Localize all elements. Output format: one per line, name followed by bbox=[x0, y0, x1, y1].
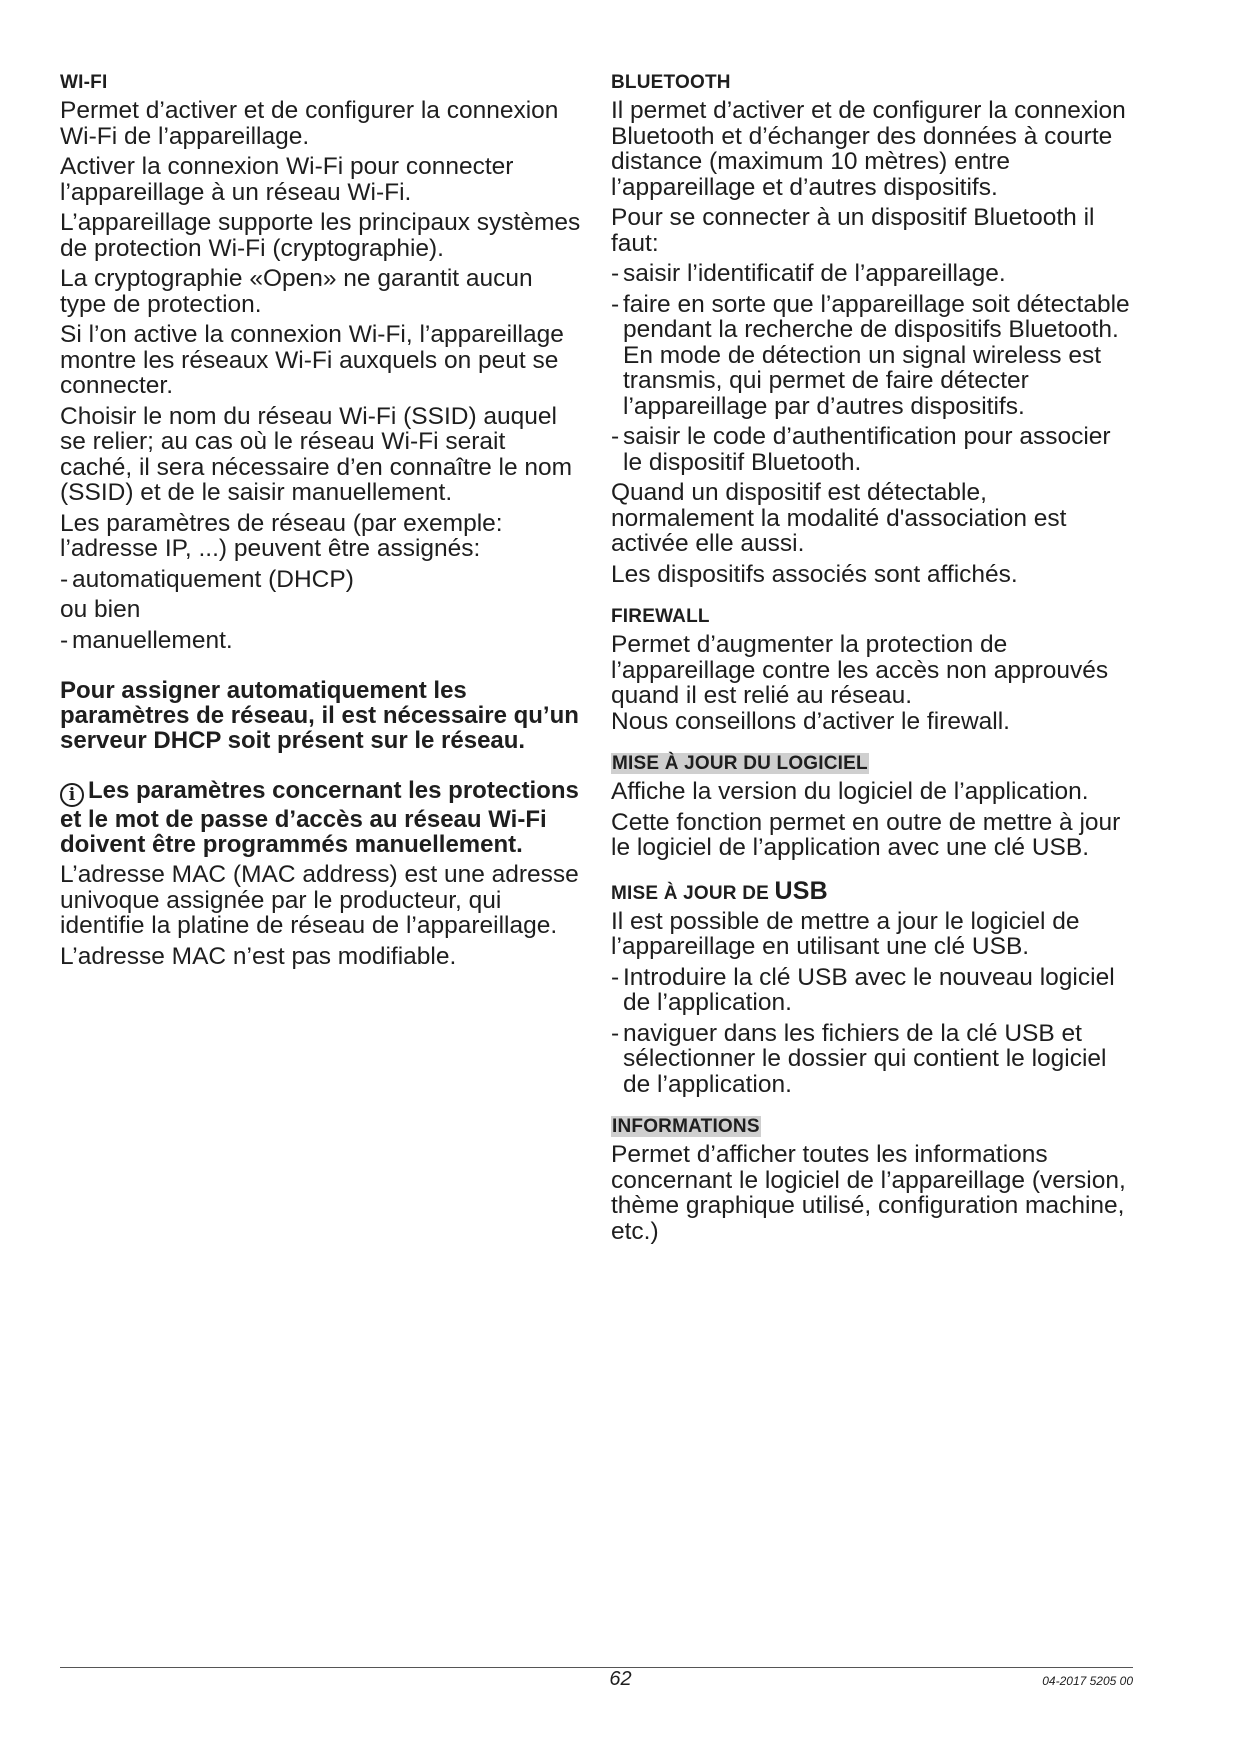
bullet-dash: - bbox=[60, 626, 69, 654]
dhcp-note: Pour assigner automatiquement les paramètres de réseau, il est nécessaire qu’un serveur DHCP soit présent sur le réseau. bbox=[60, 677, 579, 754]
firewall-paragraph: Permet d’augmenter la protection de l’appareillage contre les accès non approuvés quand il est relié au réseau. bbox=[611, 631, 1109, 709]
bullet-dash: - bbox=[611, 1019, 620, 1047]
bullet-dash: - bbox=[60, 565, 69, 593]
wifi-paragraph: La cryptographie «Open» ne garantit aucun type de protection. bbox=[60, 265, 533, 318]
list-item: - saisir le code d’authentification pour associer le dispositif Bluetooth. bbox=[611, 423, 1111, 476]
list-item: - Introduire la clé USB avec le nouveau logiciel de l’application. bbox=[611, 963, 1115, 1016]
wifi-paragraph: L’appareillage supporte les principaux systèmes de protection Wi-Fi (cryptographie). bbox=[60, 209, 581, 262]
manual-settings-note: i Les paramètres concernant les protections et le mot de passe d’accès au réseau Wi-Fi doivent être programmés manuellement. bbox=[60, 777, 579, 858]
software-update-paragraph: Cette fonction permet en outre de mettre à jour le logiciel de l’application avec une clé USB. bbox=[611, 808, 1121, 861]
bullet-dash: - bbox=[611, 290, 620, 318]
wifi-paragraph: Permet d’activer et de configurer la connexion Wi-Fi de l’appareillage. bbox=[60, 97, 559, 150]
left-column bbox=[60, 72, 582, 974]
info-icon: i bbox=[60, 783, 84, 807]
right-column bbox=[611, 72, 1133, 1249]
usb-update-heading: MISE À JOUR DE USB bbox=[611, 876, 828, 905]
wifi-paragraph: Les paramètres de réseau (par exemple: l’adresse IP, ...) peuvent être assignés: bbox=[60, 509, 503, 562]
list-item: - manuellement. bbox=[60, 626, 233, 654]
informations-paragraph: Permet d’afficher toutes les informations concernant le logiciel de l’appareillage (version, thème graphique utilisé, configuration machine, etc.) bbox=[611, 1141, 1126, 1245]
usb-update-paragraph: Il est possible de mettre a jour le logiciel de l’appareillage en utilisant une clé USB. bbox=[611, 907, 1080, 960]
wifi-paragraph: Activer la connexion Wi-Fi pour connecter l’appareillage à un réseau Wi-Fi. bbox=[60, 153, 514, 206]
software-update-heading: MISE À JOUR DU LOGICIEL bbox=[612, 753, 868, 774]
wifi-paragraph: Choisir le nom du réseau Wi-Fi (SSID) auquel se relier; au cas où le réseau Wi-Fi serait caché, il sera nécessaire d’en connaître le nom (SSID) et de le saisir manuellement. bbox=[60, 402, 573, 506]
firewall-paragraph: Nous conseillons d’activer le firewall. bbox=[611, 707, 1010, 735]
wifi-paragraph: ou bien bbox=[60, 596, 141, 623]
page-number: 62 bbox=[609, 1668, 632, 1690]
bullet-dash: - bbox=[611, 423, 620, 450]
document-code: 04-2017 5205 00 bbox=[1042, 1674, 1133, 1688]
list-item: - naviguer dans les fichiers de la clé USB et sélectionner le dossier qui contient le logiciel de l’application. bbox=[611, 1019, 1107, 1098]
firewall-heading: FIREWALL bbox=[611, 606, 710, 627]
bluetooth-paragraph: Les dispositifs associés sont affichés. bbox=[611, 560, 1018, 588]
mac-paragraph: L’adresse MAC n’est pas modifiable. bbox=[60, 942, 457, 970]
bluetooth-heading: BLUETOOTH bbox=[611, 72, 731, 93]
list-item: - automatiquement (DHCP) bbox=[60, 565, 354, 593]
bluetooth-paragraph: Pour se connecter à un dispositif Bluetooth il faut: bbox=[611, 204, 1095, 257]
list-item: - saisir l’identificatif de l’appareillage. bbox=[611, 260, 1006, 287]
bullet-dash: - bbox=[611, 963, 620, 991]
list-item: - faire en sorte que l’appareillage soit détectable pendant la recherche de dispositifs Bluetooth. En mode de détection un signal wireless est transmis, qui permet de faire détecter l’appareillage par d’autres dispositifs. bbox=[611, 290, 1130, 420]
wifi-heading: WI-FI bbox=[60, 72, 108, 93]
bullet-dash: - bbox=[611, 260, 620, 287]
mac-paragraph: L’adresse MAC (MAC address) est une adresse univoque assignée par le producteur, qui identifie la platine de réseau de l’appareillage. bbox=[60, 861, 579, 939]
software-update-paragraph: Affiche la version du logiciel de l’application. bbox=[611, 778, 1089, 805]
informations-heading: INFORMATIONS bbox=[612, 1116, 760, 1137]
wifi-paragraph: Si l’on active la connexion Wi-Fi, l’appareillage montre les réseaux Wi-Fi auxquels on peut se connecter. bbox=[60, 321, 564, 399]
bluetooth-paragraph: Quand un dispositif est détectable, normalement la modalité d'association est activée elle aussi. bbox=[611, 479, 1067, 557]
bluetooth-paragraph: Il permet d’activer et de configurer la connexion Bluetooth et d’échanger des données à courte distance (maximum 10 mètres) entre l’appareillage et d’autres dispositifs. bbox=[611, 97, 1126, 201]
